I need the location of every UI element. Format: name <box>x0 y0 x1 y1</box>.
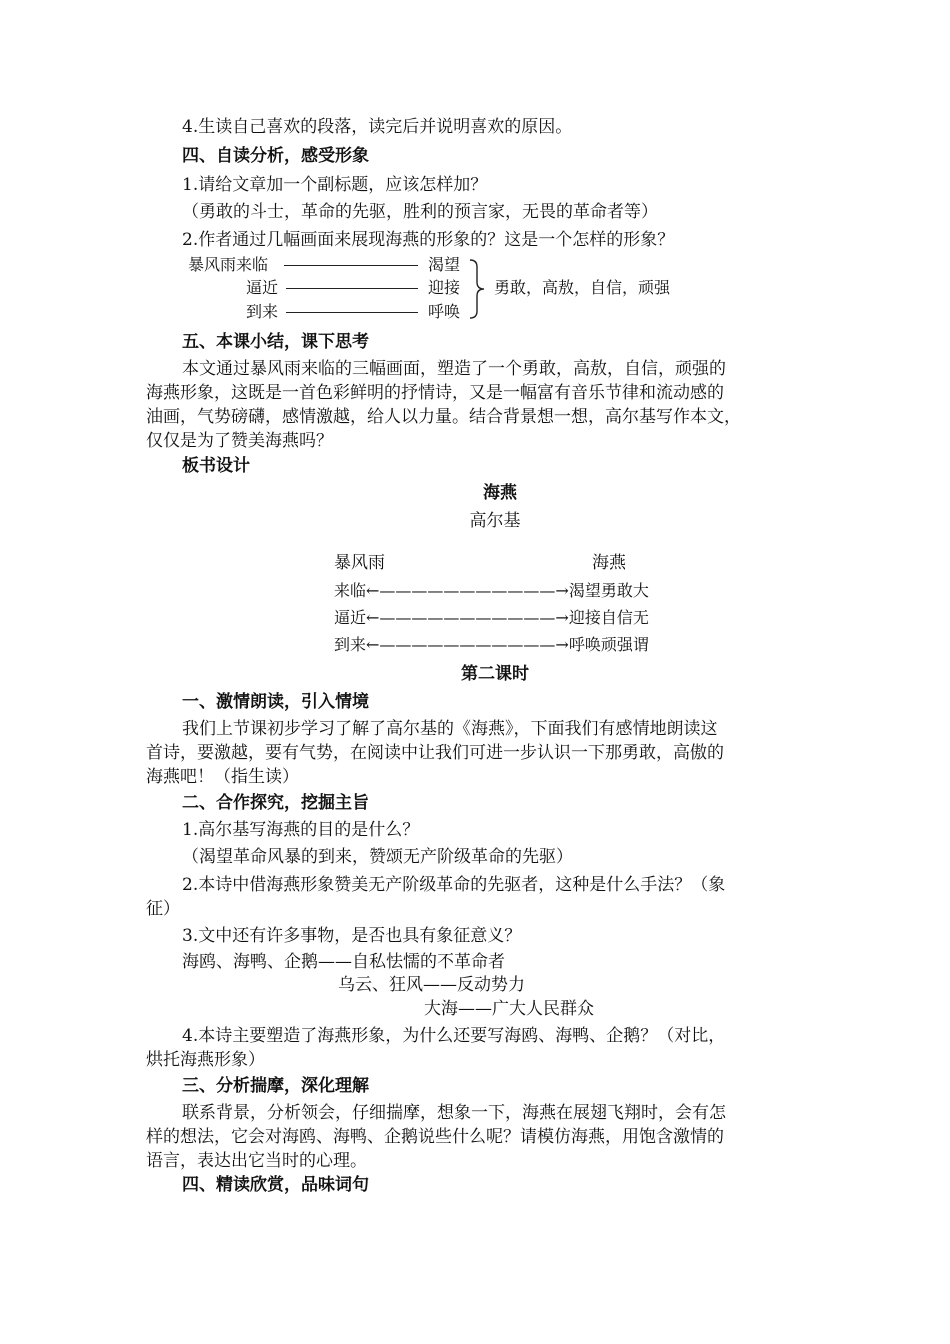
section-heading: 四、自读分析，感受形象 <box>182 146 369 166</box>
text-line: 1.请给文章加一个副标题，应该怎样加？ <box>182 175 488 195</box>
paragraph-line: 仅仅是为了赞美海燕吗？ <box>146 431 333 451</box>
text-line: 4.本诗主要塑造了海燕形象，为什么还要写海鸥、海鸭、企鹅？（对比， <box>182 1026 726 1046</box>
board-author: 高尔基 <box>469 511 521 531</box>
text-line: 2.本诗中借海燕形象赞美无产阶级革命的先驱者，这种是什么手法？（象 <box>182 875 726 895</box>
paragraph-line: 油画，气势磅礴，感情激越，给人以力量。结合背景想一想，高尔基写作本文， <box>146 407 741 427</box>
lesson-title: 第二课时 <box>461 664 529 684</box>
text-line: 4.生读自己喜欢的段落，读完后并说明喜欢的原因。 <box>182 117 573 137</box>
text-line: 烘托海燕形象） <box>146 1050 265 1070</box>
diagram-right-label: 渴望 <box>428 255 461 274</box>
section-heading: 三、分析揣摩，深化理解 <box>182 1076 369 1096</box>
section-heading: 二、合作探究，挖掘主旨 <box>182 793 369 813</box>
symbol-line: 海鸥、海鸭、企鹅——自私怯懦的不革命者 <box>182 952 505 972</box>
symbol-line: 乌云、狂风——反动势力 <box>338 975 525 995</box>
diagram-summary: 勇敢，高敖，自信，顽强 <box>494 278 671 297</box>
symbol-line: 大海——广大人民群众 <box>424 999 594 1019</box>
section-heading: 四、精读欣赏，品味词句 <box>182 1175 369 1195</box>
paragraph-line: 联系背景，分析领会，仔细揣摩，想象一下，海燕在展翅飞翔时，会有怎 <box>182 1103 726 1123</box>
paragraph-line: 本文通过暴风雨来临的三幅画面，塑造了一个勇敢，高敖，自信，顽强的 <box>182 359 726 379</box>
section-heading: 五、本课小结，课下思考 <box>182 332 369 352</box>
diagram-right-label: 迎接 <box>428 278 461 297</box>
text-line: （勇敢的斗士，革命的先驱，胜利的预言家，无畏的革命者等） <box>182 202 658 222</box>
board-row: 来临←———————————→渴望勇敢大 <box>334 581 649 600</box>
connector-line <box>284 265 418 266</box>
diagram-left-label: 到来 <box>246 302 279 321</box>
board-row: 逼近←———————————→迎接自信无 <box>334 608 649 627</box>
paragraph-line: 我们上节课初步学习了解了高尔基的《海燕》，下面我们有感情地朗读这 <box>182 719 718 739</box>
paragraph-line: 海燕形象，这既是一首色彩鲜明的抒情诗，又是一幅富有音乐节律和流动感的 <box>146 383 724 403</box>
text-line: 征） <box>146 899 180 919</box>
curly-brace-icon <box>468 258 488 320</box>
section-heading: 板书设计 <box>182 456 250 476</box>
text-line: 2.作者通过几幅画面来展现海燕的形象的？这是一个怎样的形象？ <box>182 230 675 250</box>
connector-line <box>286 288 418 289</box>
board-title: 海燕 <box>483 483 517 503</box>
paragraph-line: 首诗，要激越，要有气势，在阅读中让我们可进一步认识一下那勇敢，高傲的 <box>146 743 724 763</box>
board-right-head: 海燕 <box>592 553 626 573</box>
connector-line <box>286 312 418 313</box>
text-line: （渴望革命风暴的到来，赞颂无产阶级革命的先驱） <box>182 847 573 867</box>
diagram-right-label: 呼唤 <box>428 302 461 321</box>
text-line: 1.高尔基写海燕的目的是什么？ <box>182 820 420 840</box>
diagram-left-label: 暴风雨来临 <box>188 255 269 274</box>
paragraph-line: 样的想法，它会对海鸥、海鸭、企鹅说些什么呢？请模仿海燕，用饱含激情的 <box>146 1127 724 1147</box>
diagram-left-label: 逼近 <box>246 278 279 297</box>
board-left-head: 暴风雨 <box>334 553 385 573</box>
paragraph-line: 语言，表达出它当时的心理。 <box>146 1151 367 1171</box>
section-heading: 一、激情朗读，引入情境 <box>182 692 369 712</box>
board-row: 到来←———————————→呼唤顽强谓 <box>334 635 649 654</box>
text-line: 3.文中还有许多事物，是否也具有象征意义？ <box>182 926 522 946</box>
paragraph-line: 海燕吧！（指生读） <box>146 767 299 787</box>
